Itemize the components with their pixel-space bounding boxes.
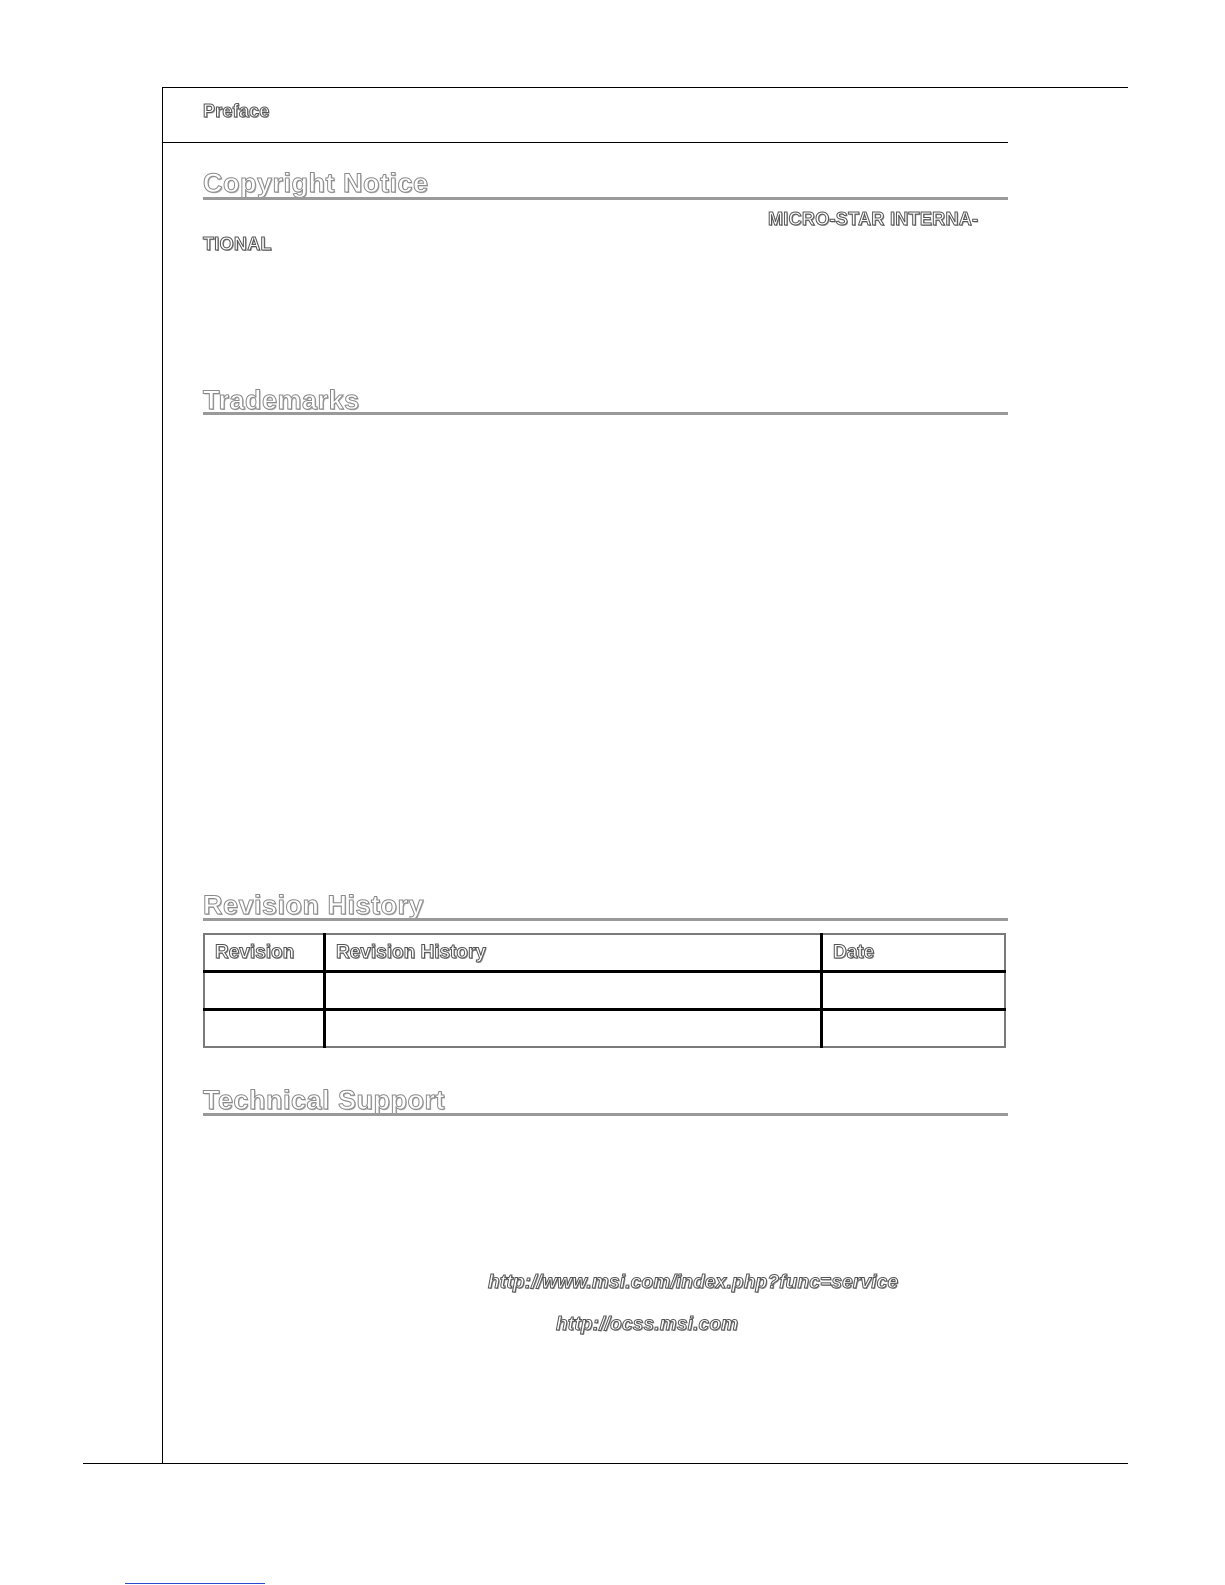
column-header-revision-history: Revision History xyxy=(325,934,822,972)
column-header-revision: Revision xyxy=(204,934,325,972)
page-frame-bottom xyxy=(83,1463,1128,1464)
ocss-link[interactable]: http://ocss.msi.com xyxy=(556,1314,739,1335)
technical-support-title: Technical Support xyxy=(203,1085,446,1115)
header-rule xyxy=(162,142,1008,143)
page-frame-top xyxy=(162,87,1128,88)
copyright-notice-title: Copyright Notice xyxy=(203,168,429,198)
revision-history-rule xyxy=(203,918,1008,921)
footer-link-underline xyxy=(125,1583,265,1584)
table-cell-date xyxy=(822,972,1006,1010)
table-cell-revision xyxy=(204,972,325,1010)
company-name-part1: MICRO-STAR INTERNA- xyxy=(768,209,979,229)
table-cell-history xyxy=(325,972,822,1010)
table-row xyxy=(204,972,1005,1010)
trademarks-rule xyxy=(203,412,1008,415)
table-row xyxy=(204,1010,1005,1048)
table-cell-history xyxy=(325,1010,822,1048)
technical-support-rule xyxy=(203,1113,1008,1116)
copyright-notice-rule xyxy=(203,197,1008,200)
page-frame-left xyxy=(162,87,163,1464)
table-cell-date xyxy=(822,1010,1006,1048)
revision-history-table xyxy=(203,933,1006,1048)
table-header-row xyxy=(204,934,1005,972)
company-name-part2: TIONAL xyxy=(203,234,272,254)
revision-history-title: Revision History xyxy=(203,890,425,920)
column-header-date: Date xyxy=(822,934,1006,972)
service-link[interactable]: http://www.msi.com/index.php?func=service xyxy=(488,1272,899,1293)
trademarks-title: Trademarks xyxy=(203,385,360,415)
running-head: Preface xyxy=(203,101,270,121)
table-cell-revision xyxy=(204,1010,325,1048)
